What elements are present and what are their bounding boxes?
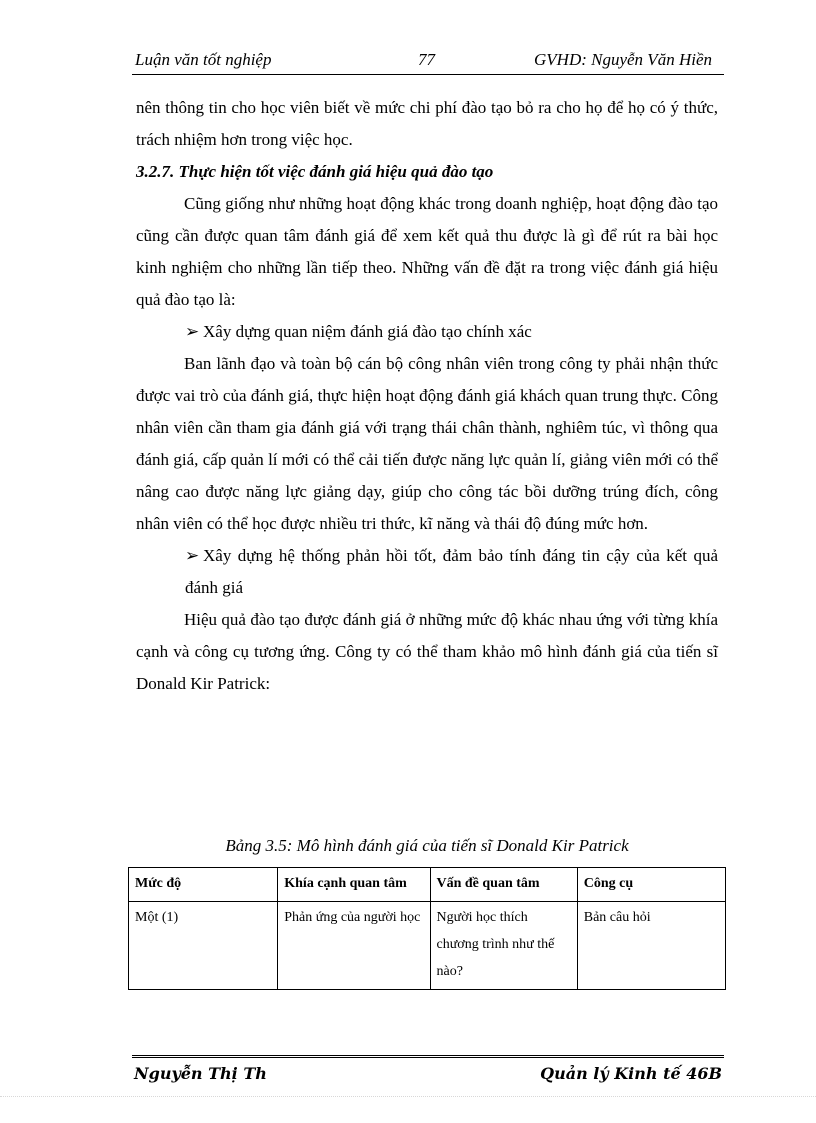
column-header-aspect: Khía cạnh quan tâm (278, 868, 430, 902)
body-text (136, 92, 718, 700)
column-header-issue: Vấn đề quan tâm (430, 868, 577, 902)
page-edge-divider (0, 1096, 816, 1097)
table-cell: Bản câu hỏi (577, 902, 725, 990)
column-header-level: Mức độ (129, 868, 278, 902)
table-row (129, 902, 726, 990)
arrow-bullet-icon: ➢ (185, 546, 200, 565)
paragraph-continuation: nên thông tin cho học viên biết về mức chi phí đào tạo bỏ ra cho họ để họ có ý thức, trách nhiệm hơn trong việc học. (136, 98, 718, 149)
footer-department: Quản lý Kinh tế 46B (540, 1064, 722, 1083)
table-cell: Người học thích chương trình như thế nào? (430, 902, 577, 990)
paragraph-intro: Cũng giống như những hoạt động khác trong doanh nghiệp, hoạt động đào tạo cũng cần được quan tâm đánh giá để xem kết quả thu được là gì để rút ra bài học kinh nghiệm cho những lần tiếp theo. Những vấn đề đặt ra trong việc đánh giá hiệu quả đào tạo là: (136, 194, 718, 309)
section-heading: 3.2.7. Thực hiện tốt việc đánh giá hiệu quả đào tạo (136, 162, 494, 181)
paragraph-model: Hiệu quả đào tạo được đánh giá ở những mức độ khác nhau ứng với từng khía cạnh và công cụ tương ứng. Công ty có thể tham khảo mô hình đánh giá của tiến sĩ Donald Kir Patrick: (136, 610, 718, 693)
header-page-number: 77 (418, 50, 435, 69)
bullet-item-1-text: Xây dựng quan niệm đánh giá đào tạo chính xác (203, 322, 532, 341)
bullet-item-2-text: Xây dựng hệ thống phản hồi tốt, đảm bảo tính đáng tin cậy của kết quả đánh giá (185, 546, 718, 597)
header-supervisor: GVHD: Nguyễn Văn Hiền (534, 50, 712, 69)
table-caption: Bảng 3.5: Mô hình đánh giá của tiến sĩ Donald Kir Patrick (225, 836, 629, 855)
page-footer (132, 1055, 724, 1088)
table-header-row (129, 868, 726, 902)
bullet-item-2 (136, 540, 718, 604)
table-cell: Phản ứng của người học (278, 902, 430, 990)
footer-author: Nguyễn Thị Th (134, 1064, 267, 1083)
bullet-item-1 (136, 316, 718, 348)
column-header-tool: Công cụ (577, 868, 725, 902)
paragraph-awareness: Ban lãnh đạo và toàn bộ cán bộ công nhân viên trong công ty phải nhận thức được vai trò của đánh giá, thực hiện hoạt động đánh giá khách quan trung thực. Công nhân viên cần tham gia đánh giá với trạng thái chân thành, nghiêm túc, vì thông qua đánh giá, cấp quản lí mới có thể cải tiến được năng lực quản lí, giảng viên mới có thể nâng cao được năng lực giảng dạy, giúp cho công tác bồi dưỡng trúng đích, công nhân viên có thể học được nhiều tri thức, kĩ năng và thái độ đúng mức hơn. (136, 354, 718, 533)
header-thesis-title: Luận văn tốt nghiệp (135, 50, 272, 69)
evaluation-model-table (128, 867, 726, 990)
table-cell: Một (1) (129, 902, 278, 990)
arrow-bullet-icon: ➢ (185, 322, 200, 341)
page-header (132, 48, 724, 75)
